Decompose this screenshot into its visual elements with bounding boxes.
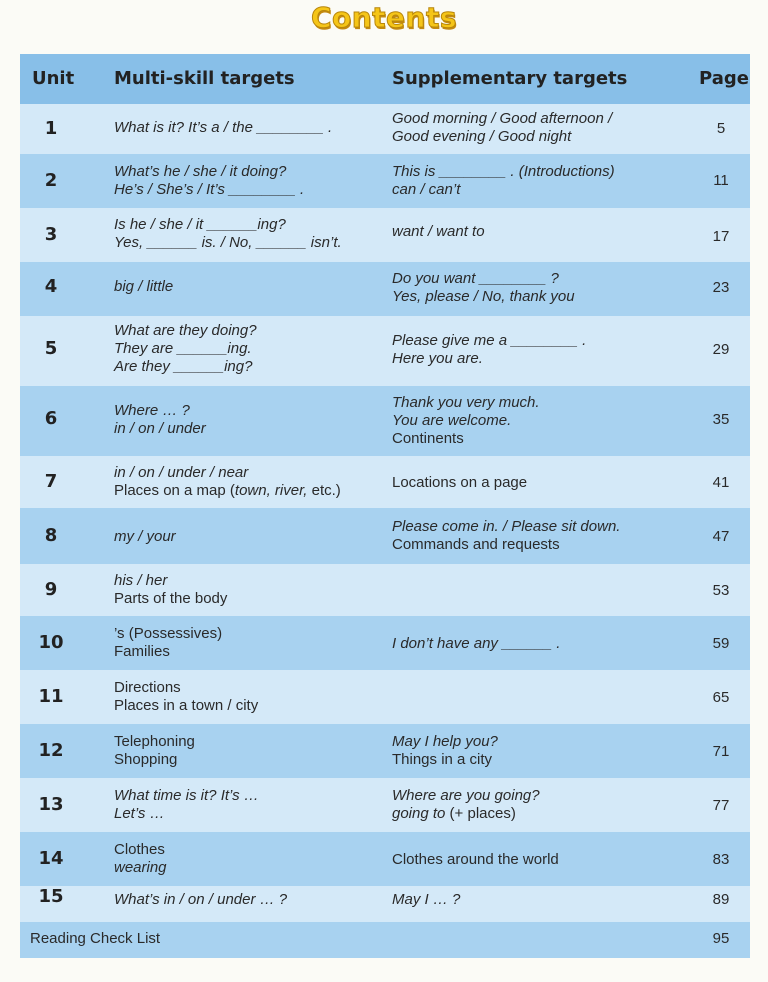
multi-skill-cell: in / on / under / near Places on a map (town, river, etc.) xyxy=(114,464,341,499)
multi-skill-cell: What is it? It’s a / the ________ . xyxy=(114,119,333,136)
table-row-8 xyxy=(20,508,750,564)
multi-skill-cell: What’s in / on / under … ? xyxy=(114,891,288,908)
table-row-14 xyxy=(20,832,750,886)
unit-number: 15 xyxy=(38,886,64,907)
supplementary-cell: Locations on a page xyxy=(392,474,528,491)
unit-number: 10 xyxy=(38,632,64,653)
header-multi-skill: Multi-skill targets xyxy=(114,68,295,89)
unit-number: 1 xyxy=(44,118,58,139)
table-row-13 xyxy=(20,778,750,832)
unit-number: 6 xyxy=(44,408,58,429)
page-number: 65 xyxy=(712,689,730,706)
supplementary-cell: Where are you going? going to (+ places) xyxy=(392,787,540,822)
page-title: Contents xyxy=(310,1,458,34)
page-number: 35 xyxy=(712,411,730,428)
supplementary-cell: Do you want ________ ? Yes, please / No, thank you xyxy=(392,270,575,305)
unit-number: 9 xyxy=(44,579,58,600)
supplementary-cell: Good morning / Good afternoon / Good evening / Good night xyxy=(392,110,613,145)
page-number: 77 xyxy=(712,797,730,814)
header-page: Page xyxy=(699,68,749,89)
page-number: 89 xyxy=(712,891,730,908)
supplementary-cell: Please give me a ________ . Here you are. xyxy=(392,332,587,367)
reading-check-row xyxy=(20,922,750,958)
table-row-3 xyxy=(20,208,750,262)
table-row-4 xyxy=(20,262,750,316)
table-row-2 xyxy=(20,154,750,208)
page-number: 83 xyxy=(712,851,730,868)
multi-skill-cell: my / your xyxy=(114,528,176,545)
supplementary-cell: May I help you? Things in a city xyxy=(392,733,498,768)
reading-check-label: Reading Check List xyxy=(30,930,161,947)
unit-number: 3 xyxy=(44,224,58,245)
page-number: 41 xyxy=(712,474,730,491)
table-row-10 xyxy=(20,616,750,670)
header-unit: Unit xyxy=(32,68,75,89)
supplementary-cell: Please come in. / Please sit down. Commands and requests xyxy=(392,518,621,553)
multi-skill-cell: Clothes wearing xyxy=(114,841,167,876)
page-number: 5 xyxy=(716,120,726,137)
unit-number: 5 xyxy=(44,338,58,359)
unit-number: 7 xyxy=(44,471,58,492)
multi-skill-cell: Telephoning Shopping xyxy=(114,733,195,768)
supplementary-cell: I don’t have any ______ . xyxy=(392,635,561,652)
page-number: 23 xyxy=(712,279,730,296)
table-header xyxy=(20,54,750,104)
supplementary-cell: May I … ? xyxy=(392,891,461,908)
page-number: 29 xyxy=(712,341,730,358)
multi-skill-cell: Directions Places in a town / city xyxy=(114,679,259,714)
multi-skill-cell: big / little xyxy=(114,278,174,295)
unit-number: 12 xyxy=(38,740,64,761)
table-row-5 xyxy=(20,316,750,386)
page-number: 59 xyxy=(712,635,730,652)
supplementary-cell: Thank you very much. You are welcome. Continents xyxy=(392,394,540,447)
multi-skill-cell: Is he / she / it ______ing? Yes, ______ is. / No, ______ isn’t. xyxy=(114,216,342,251)
multi-skill-cell: What time is it? It’s … Let’s … xyxy=(114,787,259,822)
unit-number: 4 xyxy=(44,276,58,297)
supplementary-cell: This is ________ . (Introductions) can / can’t xyxy=(392,163,615,198)
table-row-1 xyxy=(20,104,750,154)
page-number: 47 xyxy=(712,528,730,545)
page-number: 11 xyxy=(713,172,729,189)
multi-skill-cell: What’s he / she / it doing? He’s / She’s / It’s ________ . xyxy=(114,163,305,198)
contents-table xyxy=(20,54,750,958)
multi-skill-cell: his / her Parts of the body xyxy=(114,572,228,607)
supplementary-cell: want / want to xyxy=(392,223,485,240)
table-row-9 xyxy=(20,564,750,616)
page-number: 71 xyxy=(712,743,730,760)
supplementary-cell: Clothes around the world xyxy=(392,851,559,868)
multi-skill-cell: ’s (Possessives) Families xyxy=(114,625,223,660)
unit-number: 13 xyxy=(38,794,64,815)
table-row-11 xyxy=(20,670,750,724)
header-supplementary: Supplementary targets xyxy=(392,68,628,89)
unit-number: 2 xyxy=(44,170,58,191)
table-row-15 xyxy=(20,886,750,922)
page-number: 17 xyxy=(712,228,730,245)
page-number: 53 xyxy=(712,582,730,599)
unit-number: 14 xyxy=(38,848,64,869)
unit-number: 8 xyxy=(44,525,58,546)
multi-skill-cell: What are they doing? They are ______ing. Are they ______ing? xyxy=(114,322,257,375)
table-row-6 xyxy=(20,386,750,456)
page-number: 95 xyxy=(712,930,730,947)
multi-skill-cell: Where … ? in / on / under xyxy=(114,402,206,437)
table-row-7 xyxy=(20,456,750,508)
table-row-12 xyxy=(20,724,750,778)
unit-number: 11 xyxy=(38,686,64,707)
